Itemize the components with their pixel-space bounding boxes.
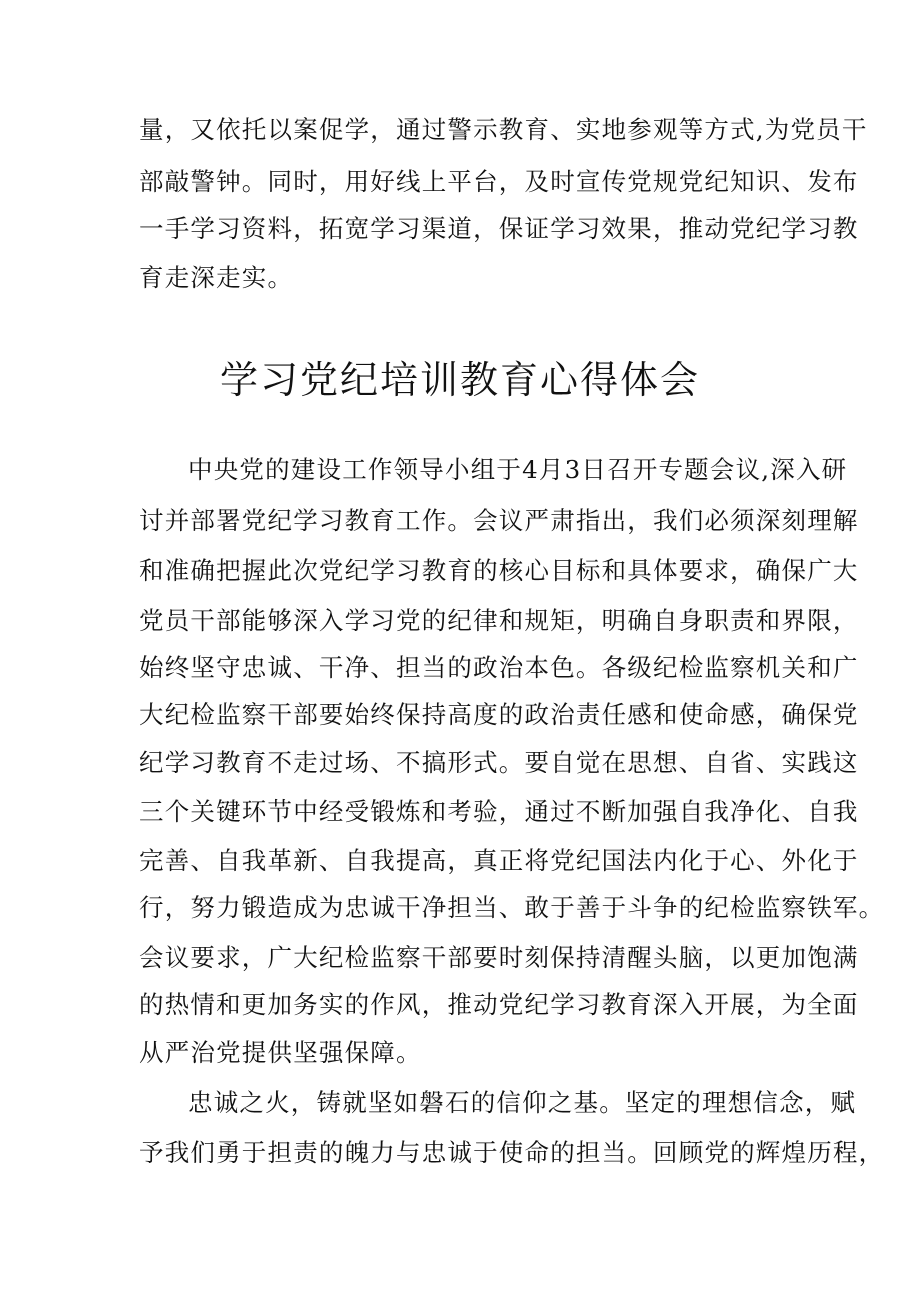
text-line: 忠诚之火，铸就坚如磐石的信仰之基。坚定的理想信念，赋: [188, 1088, 857, 1117]
text-line: 纪学习教育不走过场、不搞形式。要自觉在思想、自省、实践这: [139, 748, 859, 777]
text-line: 党员干部能够深入学习党的纪律和规矩，明确自身职责和界限，: [139, 606, 859, 635]
text-line: 会议要求，广大纪检监察干部要时刻保持清醒头脑，以更加饱满: [139, 943, 859, 972]
text-line: 予我们勇于担责的魄力与忠诚于使命的担当。回顾党的辉煌历程，: [139, 1138, 885, 1167]
text-line: 始终坚守忠诚、干净、担当的政治本色。各级纪检监察机关和广: [139, 653, 859, 682]
text-line: 育走深走实。: [139, 263, 294, 292]
text-line: 一手学习资料，拓宽学习渠道，保证学习效果，推动党纪学习教: [139, 214, 859, 243]
document-title: 学习党纪培训教育心得体会: [219, 358, 700, 402]
text-line: 大纪检监察干部要始终保持高度的政治责任感和使命感，确保党: [139, 700, 859, 729]
text-line: 三个关键环节中经受锻炼和考验，通过不断加强自我净化、自我: [139, 797, 859, 826]
text-line: 讨并部署党纪学习教育工作。会议严肃指出，我们必须深刻理解: [139, 506, 859, 535]
text-line: 完善、自我革新、自我提高，真正将党纪国法内化于心、外化于: [139, 846, 859, 875]
text-line: 中央党的建设工作领导小组于4月3日召开专题会议,深入研: [188, 455, 848, 484]
text-line: 从严治党提供坚强保障。: [139, 1038, 422, 1067]
text-line: 和准确把握此次党纪学习教育的核心目标和具体要求，确保广大: [139, 556, 859, 585]
text-line: 行，努力锻造成为忠诚干净担当、敢于善于斗争的纪检监察铁军。: [139, 893, 885, 922]
text-line: 的热情和更加务实的作风，推动党纪学习教育深入开展，为全面: [139, 990, 859, 1019]
text-line: 部敲警钟。同时，用好线上平台，及时宣传党规党纪知识、发布: [139, 167, 859, 196]
text-line: 量，又依托以案促学，通过警示教育、实地参观等方式,为党员干: [139, 115, 868, 144]
